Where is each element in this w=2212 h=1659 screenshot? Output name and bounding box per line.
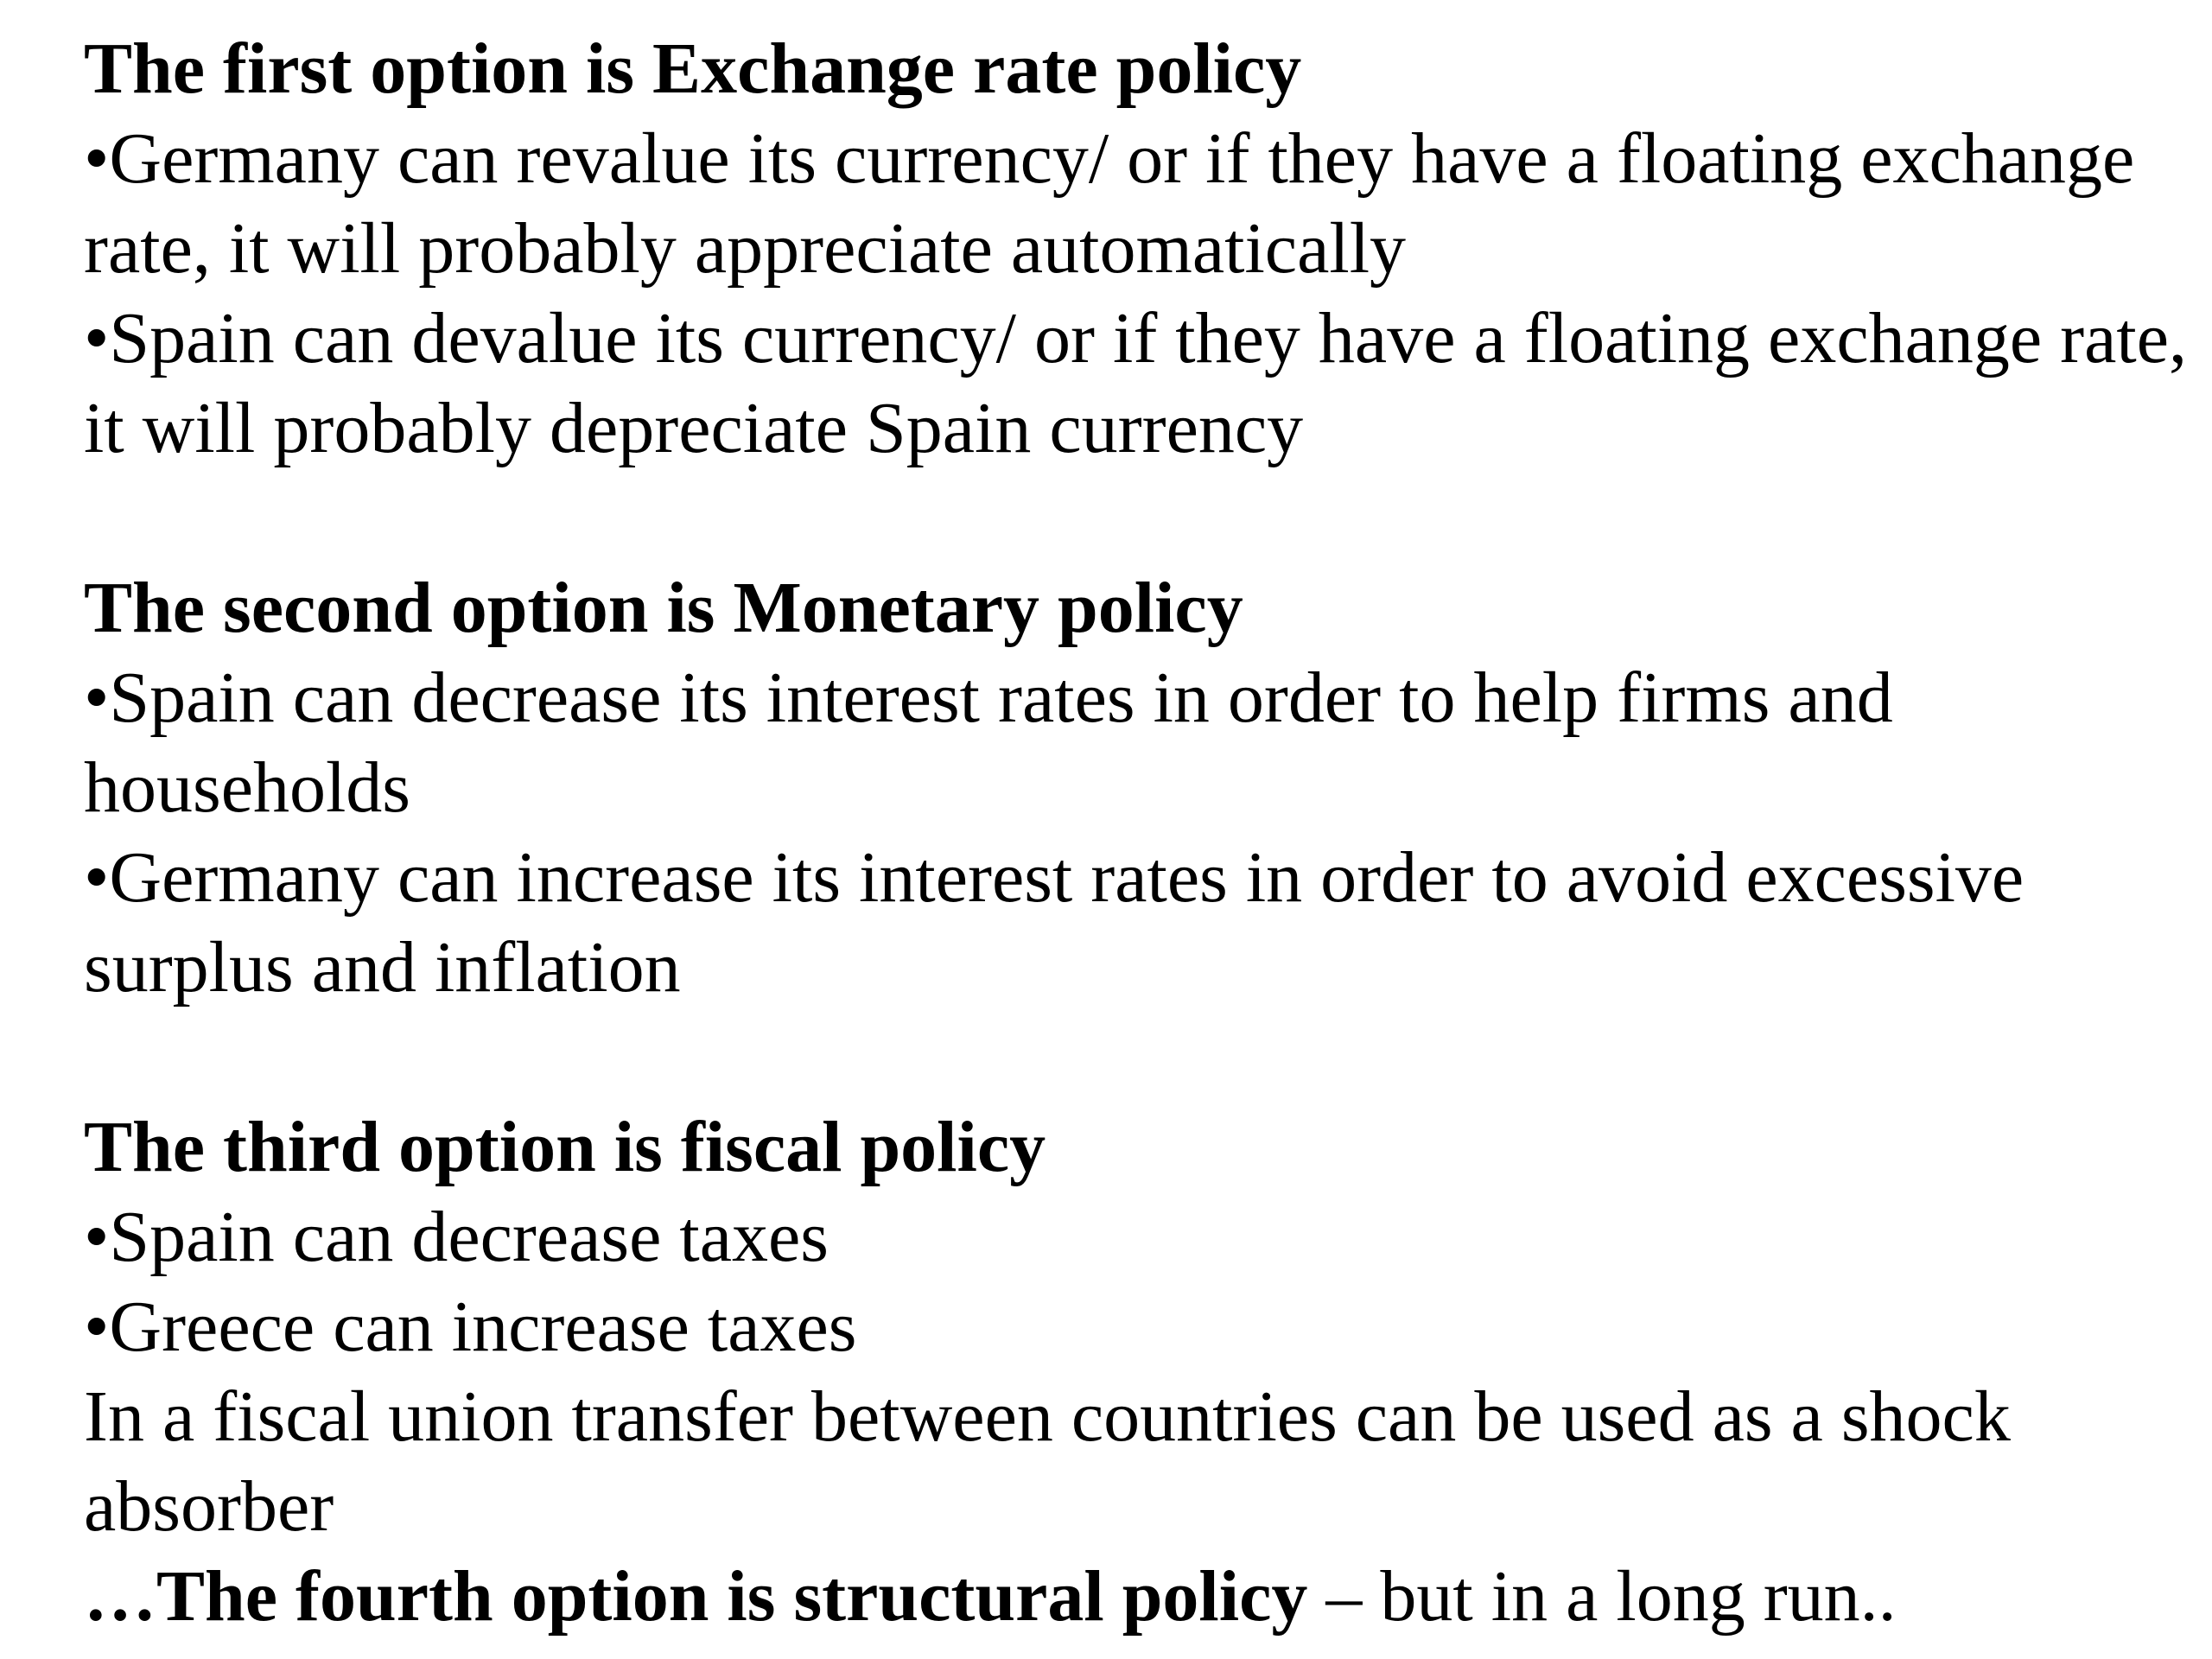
closing-heading: …The fourth option is structural policy <box>84 1556 1308 1637</box>
bullet-item <box>84 1192 2192 1282</box>
section-exchange-rate-policy <box>84 24 2192 474</box>
bullet-glyph: • <box>84 298 110 378</box>
bullet-text: Greece can increase taxes <box>109 1287 857 1367</box>
bullet-glyph: • <box>84 1197 110 1277</box>
slide-content <box>84 24 2192 1642</box>
bullet-glyph: • <box>84 658 110 738</box>
section-heading: The third option is fiscal policy <box>84 1107 1046 1187</box>
bullet-text: Spain can decrease taxes <box>109 1197 829 1277</box>
bullet-item <box>84 114 2192 294</box>
section-monetary-policy <box>84 563 2192 1013</box>
bullet-glyph: • <box>84 118 110 199</box>
bullet-item <box>84 833 2192 1013</box>
bullet-text: Spain can decrease its interest rates in order to help firms and households <box>84 658 1893 828</box>
fiscal-union-note: In a fiscal union transfer between countries can be used as a shock absorber <box>84 1376 2011 1547</box>
section-heading: The first option is Exchange rate policy <box>84 29 1302 109</box>
bullet-item <box>84 1282 2192 1372</box>
bullet-text: Germany can revalue its currency/ or if they have a floating exchange rate, it will probably appreciate automatically <box>84 118 2135 289</box>
section-heading: The second option is Monetary policy <box>84 568 1243 648</box>
bullet-text: Germany can increase its interest rates in order to avoid excessive surplus and inflation <box>84 837 2024 1007</box>
closing-remark: – but in a long run.. <box>1307 1556 1897 1637</box>
closing-line <box>84 1552 2192 1642</box>
bullet-glyph: • <box>84 1287 110 1367</box>
bullet-text: Spain can devalue its currency/ or if they have a floating exchange rate, it will probably depreciate Spain currency <box>84 298 2188 468</box>
bullet-item <box>84 653 2192 833</box>
section-fiscal-policy <box>84 1103 2192 1642</box>
bullet-glyph: • <box>84 837 110 918</box>
bullet-item <box>84 294 2192 474</box>
